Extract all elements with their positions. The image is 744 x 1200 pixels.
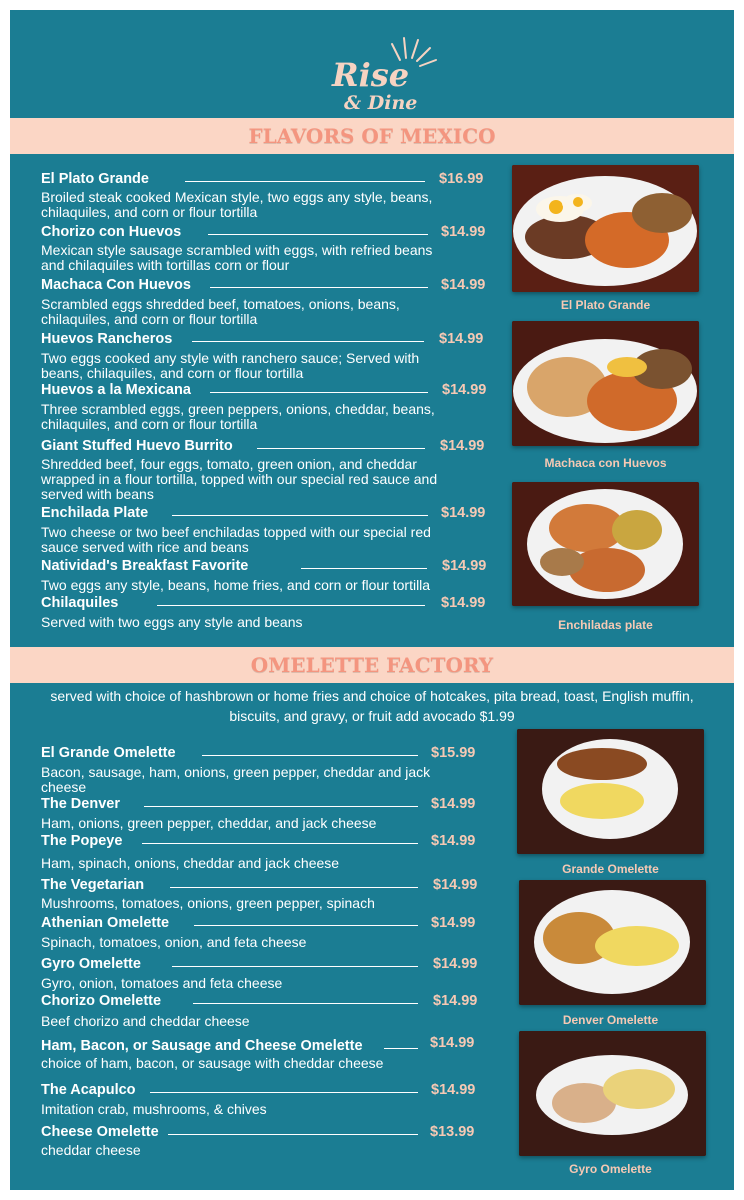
photo-caption: Machaca con Huevos: [544, 456, 667, 470]
item-name: El Grande Omelette: [41, 745, 176, 761]
leader-line: [157, 605, 425, 606]
leader-line: [144, 806, 418, 807]
item-desc: Bacon, sausage, ham, onions, green pepper, cheddar and jack cheese: [41, 764, 431, 795]
photo-grande-omelette: [517, 729, 704, 854]
item-name: El Plato Grande: [41, 171, 149, 187]
item-desc: Three scrambled eggs, green peppers, onions, cheddar, beans, chilaquiles, and corn or flour tortilla: [41, 401, 435, 432]
photo-el-plato-grande: [512, 165, 699, 292]
menu-page: [10, 10, 734, 1190]
item-desc: Imitation crab, mushrooms, & chives: [41, 1101, 267, 1117]
item-price: $14.99: [441, 277, 486, 293]
item-price: $14.99: [431, 796, 476, 812]
item-name: Athenian Omelette: [41, 915, 170, 931]
item-name: Machaca Con Huevos: [41, 277, 191, 293]
item-price: $13.99: [430, 1124, 475, 1140]
item-name: Huevos a la Mexicana: [41, 382, 191, 398]
item-name: Chilaquiles: [41, 595, 119, 611]
leader-line: [210, 287, 428, 288]
item-desc: Spinach, tomatoes, onion, and feta cheese: [41, 934, 307, 950]
item-price: $16.99: [439, 171, 484, 187]
item-name: Ham, Bacon, or Sausage and Cheese Omelette: [41, 1038, 363, 1054]
logo-rise: Rise: [332, 56, 410, 94]
leader-line: [194, 925, 418, 926]
item-name: Gyro Omelette: [41, 956, 141, 972]
leader-line: [142, 843, 418, 844]
item-price: $14.99: [442, 382, 487, 398]
item-name: Huevos Rancheros: [41, 331, 173, 347]
logo-dine: & Dine: [344, 92, 418, 114]
item-desc: Ham, spinach, onions, cheddar and jack cheese: [41, 855, 340, 871]
item-name: Chorizo con Huevos: [41, 224, 182, 240]
item-name: Cheese Omelette: [41, 1124, 159, 1140]
item-price: $14.99: [433, 956, 478, 972]
item-name: Chorizo Omelette: [41, 993, 162, 1009]
item-price: $14.99: [441, 595, 486, 611]
item-price: $14.99: [431, 915, 476, 931]
leader-line: [208, 234, 428, 235]
leader-line: [168, 1134, 418, 1135]
section-title-omelette: OMELETTE FACTORY: [10, 647, 734, 683]
item-desc: Shredded beef, four eggs, tomato, green onion, and cheddar wrapped in a flour tortilla, topped with our special red sauce and served with beans: [41, 456, 438, 502]
item-desc: Two cheese or two beef enchiladas topped with our special red sauce served with rice and beans: [41, 524, 431, 555]
leader-line: [384, 1048, 418, 1049]
photo-caption: Denver Omelette: [562, 1013, 659, 1027]
item-desc: Mexican style sausage scrambled with eggs, with refried beans and chilaquiles with tortillas corn or flour: [41, 242, 433, 273]
item-desc: choice of ham, bacon, or sausage with cheddar cheese: [41, 1055, 384, 1071]
leader-line: [301, 568, 427, 569]
leader-line: [192, 341, 424, 342]
leader-line: [170, 887, 418, 888]
leader-line: [185, 181, 425, 182]
photo-caption: Enchiladas plate: [558, 618, 653, 632]
photo-denver-omelette: [519, 880, 706, 1005]
photo-machaca: [512, 321, 699, 446]
omelette-note: served with choice of hashbrown or home fries and choice of hotcakes, pita bread, toast, English muffin, biscuits, and gravy, or fruit add avocado $1.99: [50, 688, 694, 724]
item-price: $14.99: [441, 505, 486, 521]
leader-line: [172, 966, 418, 967]
item-desc: Served with two eggs any style and beans: [41, 614, 303, 630]
item-desc: Beef chorizo and cheddar cheese: [41, 1013, 250, 1029]
item-desc: Mushrooms, tomatoes, onions, green pepper, spinach: [41, 895, 375, 911]
item-name: The Popeye: [41, 833, 123, 849]
item-name: Enchilada Plate: [41, 505, 149, 521]
leader-line: [193, 1003, 418, 1004]
item-price: $14.99: [439, 331, 484, 347]
item-price: $14.99: [440, 438, 485, 454]
item-price: $14.99: [442, 558, 487, 574]
item-name: Natividad's Breakfast Favorite: [41, 558, 249, 574]
section-title-mexico: FLAVORS OF MEXICO: [10, 118, 734, 154]
item-name: The Denver: [41, 796, 120, 812]
item-desc: cheddar cheese: [41, 1142, 141, 1158]
photo-caption: Gyro Omelette: [569, 1162, 652, 1176]
item-name: The Acapulco: [41, 1082, 136, 1098]
item-price: $14.99: [433, 993, 478, 1009]
leader-line: [172, 515, 428, 516]
item-desc: Gyro, onion, tomatoes and feta cheese: [41, 975, 283, 991]
leader-line: [150, 1092, 418, 1093]
item-price: $15.99: [431, 745, 476, 761]
item-desc: Ham, onions, green pepper, cheddar, and jack cheese: [41, 815, 377, 831]
item-name: Giant Stuffed Huevo Burrito: [41, 438, 233, 454]
item-desc: Two eggs cooked any style with ranchero sauce; Served with beans, chilaquiles, and corn or flour tortilla: [41, 350, 420, 381]
item-price: $14.99: [441, 224, 486, 240]
leader-line: [202, 755, 418, 756]
leader-line: [210, 392, 428, 393]
leader-line: [257, 448, 425, 449]
item-price: $14.99: [430, 1035, 475, 1051]
item-desc: Broiled steak cooked Mexican style, two eggs any style, beans, chilaquiles, and corn or flour tortilla: [41, 189, 433, 220]
photo-gyro-omelette: [519, 1031, 706, 1156]
item-desc: Two eggs any style, beans, home fries, and corn or flour tortilla: [41, 577, 431, 593]
photo-enchiladas: [512, 482, 699, 606]
photo-caption: El Plato Grande: [560, 298, 651, 312]
photo-caption: Grande Omelette: [562, 862, 659, 876]
item-price: $14.99: [433, 877, 478, 893]
item-price: $14.99: [431, 1082, 476, 1098]
logo: [310, 30, 450, 120]
item-name: The Vegetarian: [41, 877, 145, 893]
item-price: $14.99: [431, 833, 476, 849]
item-desc: Scrambled eggs shredded beef, tomatoes, onions, beans, chilaquiles, and corn or flour tortilla: [41, 296, 400, 327]
